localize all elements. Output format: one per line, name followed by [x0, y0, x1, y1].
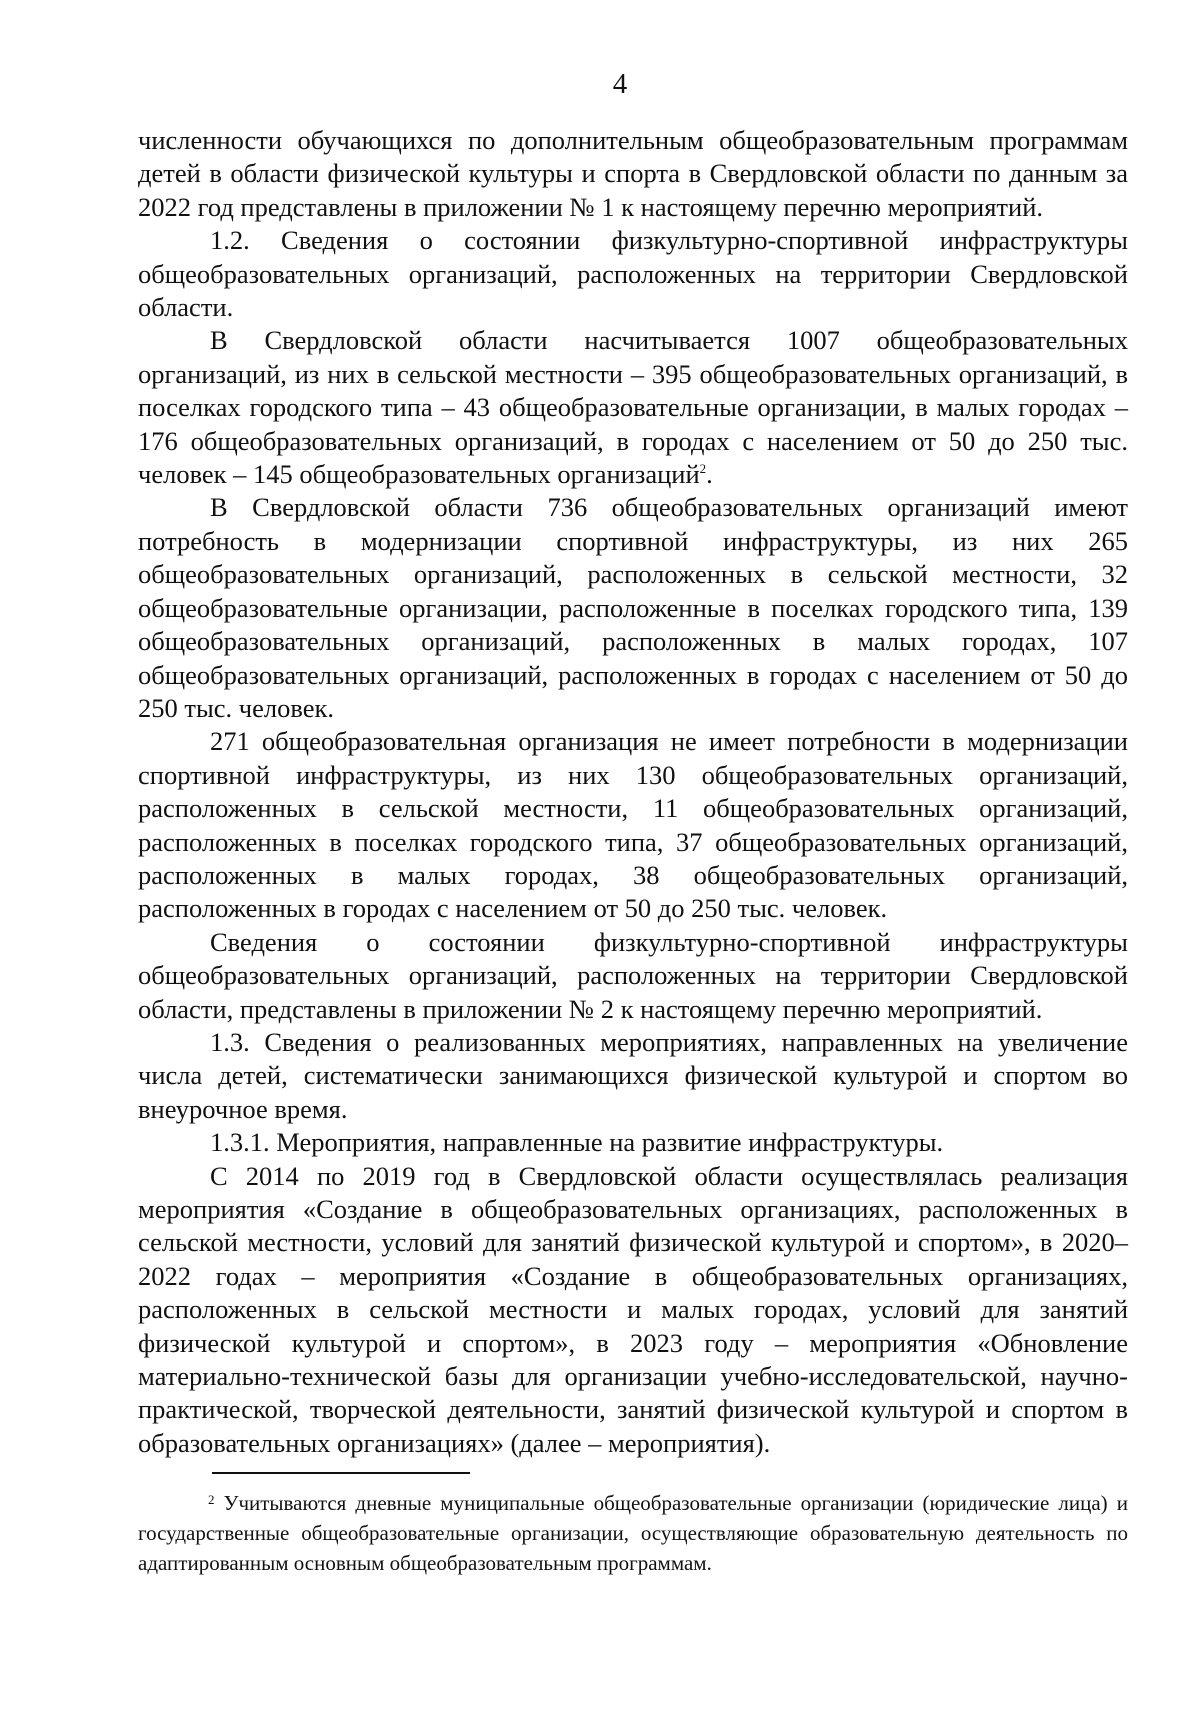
paragraph-modernization-need: В Свердловской области 736 общеобразовательных организаций имеют потребность в модернизации спортивной инфраструктуры, из них 265 общеобразовательных организаций, расположенных в сельской местности, 32 общеобразовательные организации, расположенные в поселках городского типа, 139 общеобразовательных организаций, расположенных в малых городах, 107 общеобразовательных организаций, расположенных в городах с населением от 50 до 250 тыс. человек.: [138, 492, 1128, 723]
section-heading-1-3-1: 1.3.1. Мероприятия, направленные на развитие инфраструктуры.: [210, 1127, 944, 1158]
body-text: [138, 124, 1128, 1460]
footnote-reference[interactable]: 2: [699, 461, 707, 477]
section-heading-1-2: 1.2. Сведения о состоянии физкультурно-спортивной инфраструктуры общеобразовательных организаций, расположенных на территории Свердловской области.: [138, 225, 1128, 323]
paragraph-no-modernization-need: 271 общеобразовательная организация не имеет потребности в модернизации спортивной инфраструктуры, из них 130 общеобразовательных организаций, расположенных в сельской местности, 11 общеобразовательных организаций, расположенных в поселках городского типа, 37 общеобразовательных организаций, расположенных в малых городах, 38 общеобразовательных организаций, расположенных в городах с населением от 50 до 250 тыс. человек.: [138, 726, 1128, 924]
footnote: [138, 1488, 1128, 1578]
paragraph-program-history: С 2014 по 2019 год в Свердловской области осуществлялась реализация мероприятия «Создание в общеобразовательных организациях, расположенных в сельской местности, условий для занятий физической культурой и спортом», в 2020–2022 годах – мероприятия «Создание в общеобразовательных организациях, расположенных в сельской местности и малых городах, условий для занятий физической культурой и спортом», в 2023 году – мероприятия «Обновление материально-технической базы для организации учебно-исследовательской, научно-практической, творческой деятельности, занятий физической культурой и спортом в образовательных организациях» (далее – мероприятия).: [138, 1160, 1128, 1458]
paragraph-organizations-count: [138, 324, 1128, 491]
paragraph-continuation: численности обучающихся по дополнительным общеобразовательным программам детей в области физической культуры и спорта в Свердловской области по данным за 2022 год представлены в приложении № 1 к настоящему перечню мероприятий.: [138, 125, 1128, 222]
section-heading-1-3: 1.3. Сведения о реализованных мероприятиях, направленных на увеличение числа детей, систематически занимающихся физической культурой и спортом во внеурочное время.: [138, 1026, 1128, 1124]
paragraph-organizations-count-text: В Свердловской области насчитывается 1007 общеобразовательных организаций, из них в сельской местности – 395 общеобразовательных организаций, в поселках городского типа – 43 общеобразовательные организации, в малых городах – 176 общеобразовательных организаций, в городах с населением от 50 до 250 тыс. человек – 145 общеобразовательных организаций: [138, 325, 1128, 490]
page-number: 4: [612, 68, 628, 100]
footnote-text: Учитываются дневные муниципальные общеобразовательные организации (юридические лица) и государственные общеобразовательные организации, осуществляющие образовательную деятельность по адаптированным основным общеобразовательным программам.: [138, 1491, 1128, 1575]
paragraph-appendix-2-reference: Сведения о состоянии физкультурно-спортивной инфраструктуры общеобразовательных организаций, расположенных на территории Свердловской области, представлены в приложении № 2 к настоящему перечню мероприятий.: [138, 926, 1128, 1024]
footnote-marker: 2: [208, 1492, 215, 1507]
footnote-separator: [212, 1472, 470, 1474]
paragraph-end-period: .: [706, 459, 713, 490]
